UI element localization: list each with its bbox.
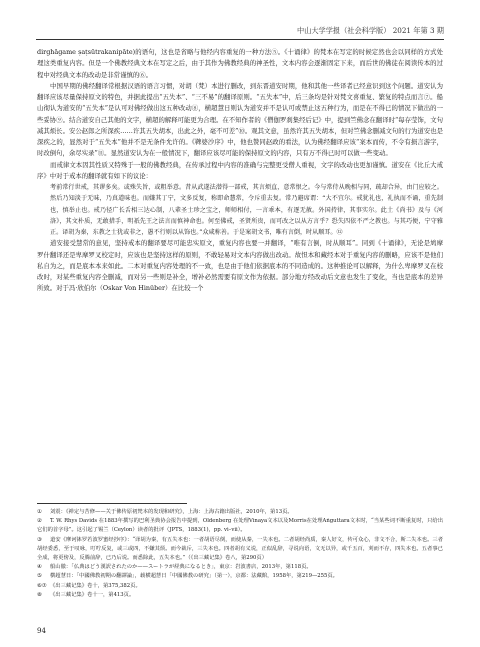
paragraph: 而戒律文本因其性质又特殊于一般的佛教经典，在传承过程中内容的准确与完整更受僧人重视，文字的改动也更加谨慎。道安在《比丘大戒序》中对于戒本的翻译就有如下的议论： xyxy=(37,160,443,180)
footnote-text: 横超慧日：「中國佛教初期の翻譯論」，载横超慧日「中國佛教の研究」（第一），京都：法藏館，1958年，第219—255页。 xyxy=(50,573,338,580)
footnote-text: 船山徹：「仏典はどう漢訳されたのか——スートラが経典になるとき」，東京：岩波書店，2013年，第118页。 xyxy=(50,564,312,571)
footnote-text: 《出三藏记集》卷十一，第413页。 xyxy=(50,591,135,598)
footnote-number: ② xyxy=(37,518,42,525)
footnote-rule xyxy=(37,503,187,504)
footnote xyxy=(37,517,443,535)
main-text xyxy=(37,47,443,295)
footnote-text: T. W. Rhys Davids 在1883年撰写的巴利圣典协会报告中提到，Oldenberg 在处理Vinaya文本以及Morris在处理Aṅguttara文本时，“当某些词不断重复时，只给出它们的首字母”。这引起了锡兰（Ceylon）读者的批评（JPTS，1883(1)，pp. vi–vii）。 xyxy=(37,518,443,534)
footnote xyxy=(37,536,443,564)
footnote xyxy=(37,582,443,591)
page-number: 94 xyxy=(37,627,46,635)
paragraph: dirghāgame ṣaṭsūtrakanipāte)的语句，这也是省略与他经内容重复的一种方法⑤。《十诵律》的梵本在写定的时候定然也会以同样的方式处理这类重复内容。但是一个佛教经典文本在写定之后，由于其作为佛教经典的神圣性，文本内容会逐渐固定下来，而后世的佛徒在阅读传本的过程中对经典文本的改动是非常谨慎的⑥。 xyxy=(37,48,443,79)
footnote-text: 道安《摩诃钵罗若波罗蜜经抄序》：“译胡为秦，有五失本也：一者胡语尽倒，而使从秦，一失本也。二者胡经尚质，秦人好文，传可众心，非文不合，斯二失本也。三者胡经委悉，至于叹咏，叮咛反复，或三或四，不嫌其烦。而今裁斥，三失本也。四者胡有义说，正似乱辞，寻说向语，文无以异，或千五百，刈而不存，四失本也。五者事已全成，将更傍及，反腾前辞，已乃后说。而悉除此，五失本也。”（《出三藏记集》卷八，第290页） xyxy=(37,536,443,562)
footnote xyxy=(37,572,443,581)
footnote xyxy=(37,591,443,600)
header-rule xyxy=(36,39,444,40)
footnotes xyxy=(37,508,443,600)
paragraph: 道安接受慧常的意见，坚持戒本的翻译要尽可能忠实原文，重复内容也要一并翻译，“唯有言倒，时从顺耳”。同到《十诵律》，无论是鸠摩罗什翻译还是卑摩罗叉校定时，应该也是坚持这样的原则，不敢轻易对文本内容做出改动。故怛本和藏经本对于重复内容的删略，应该不是他们私自为之，而是底本本来如此。二本对重复内容处理的不一致，也是由于他们依据底本的不同造成的。这种推论可以解释，为什么卑摩罗叉在校改时，对某些重复内容全删减，而对另一些则是补全，增补必然需要有原文作为依据。部分地方经改动后文意也发生了变化，当也是底本的差异所致。对于冯·欣伯尔（Oskar Von Hinüber）在比较一个 xyxy=(37,239,443,293)
footnote-text: 刘震：《禅定与苦修——关于佛传原初梵本的发现和研究》，上海：上海古籍出版社，2010年，第13页。 xyxy=(50,509,293,515)
footnote-number: ④ xyxy=(37,564,42,571)
running-header: 中山大学学报（社会科学版） 2021 年第 3 期 xyxy=(296,26,444,35)
footnote xyxy=(37,563,443,572)
footnote-number: ⑤ xyxy=(37,573,42,580)
block-quote: 考前常行世戒，其谬多矣。或殊失旨，或粗举意。昔从武遂法潜得一部戒，其言烦直，意常恨之。今与常侍从晚相与同，疏却合异，由门应较之。然后乃知淡于无味，乃真道味也。而嫌其丁宁，文多反复，称即命慧常，令斥重去复。常乃避席谓：“大不宜尔。戒犹礼也，礼执而不诵，重先制也，慎举止也。戒乃径广长舌相三达心制，八辈圣士珍之宝之，师师相付，一言乖本，有逐无赦。外国持律，其事实尔。此土《尚书》及与《河洛》，其文朴质，无敢措手，明祇先王之法言而慎神命也。何至佛戒，圣贤所贵，而可改之以从方言乎？恐失四依不严之教也。与其巧便，宁守雅正。译胡为秦，东教之士犹或非之，愚不行则以从饰也。”众咸称善。于是案胡文书，唯有言倒，时从顺耳。⑫ xyxy=(50,184,443,236)
footnote-number: ③ xyxy=(37,536,42,543)
footnote xyxy=(37,508,443,517)
footnote-text: 《出三藏记集》卷十，第375,382页。 xyxy=(50,582,141,589)
footnote-number: ⑥⑦ xyxy=(37,582,47,589)
paragraph: 中国早期的佛经翻译常根据汉语的语言习惯，对胡（梵）本进行删改，到东晋道安时期，他和其他一些译者已经意识到这个问题。道安认为翻译应该尽量保持原文的特色，并据此提出“五失本”、“三不易”的翻译原则。“五失本”中，后三条均是针对梵文喜重复、繁复的特点而言⑦。船山彻认为道安的“五失本”是认可对佛经做出这五种改动⑧，横超慧日则认为道安并不是认可或禁止这五种行为，而是在不得已的情况下做出的一些妥协⑨。结合道安自己其他的文字，横超的解释可能更为合理。在不知作者的《僧伽罗刹集经后记》中，提到竺佛念在翻译时“每存莹饰，文句减其烦长。安公赵郎之所深疾……许其五失胡本，出此之外，毫不可差”⑩。观其文意，虽然许其五失胡本，但对竺佛念删减文句的行为道安也是深疾之的，显然对于“五失本”他并不是无条件允许的。《鞞婆沙序》中，他也赞同赵政的看法，认为佛经翻译应该“案本而传，不令有损言游字，时改倒句，余尽实录”⑪。显然道安认为在一般情况下，翻译应该尽可能的保持原文的内容，只有万不得已时可以做一些变动。 xyxy=(37,81,443,158)
footnote-number: ① xyxy=(37,509,42,515)
footnote-number: ⑧ xyxy=(37,591,42,598)
